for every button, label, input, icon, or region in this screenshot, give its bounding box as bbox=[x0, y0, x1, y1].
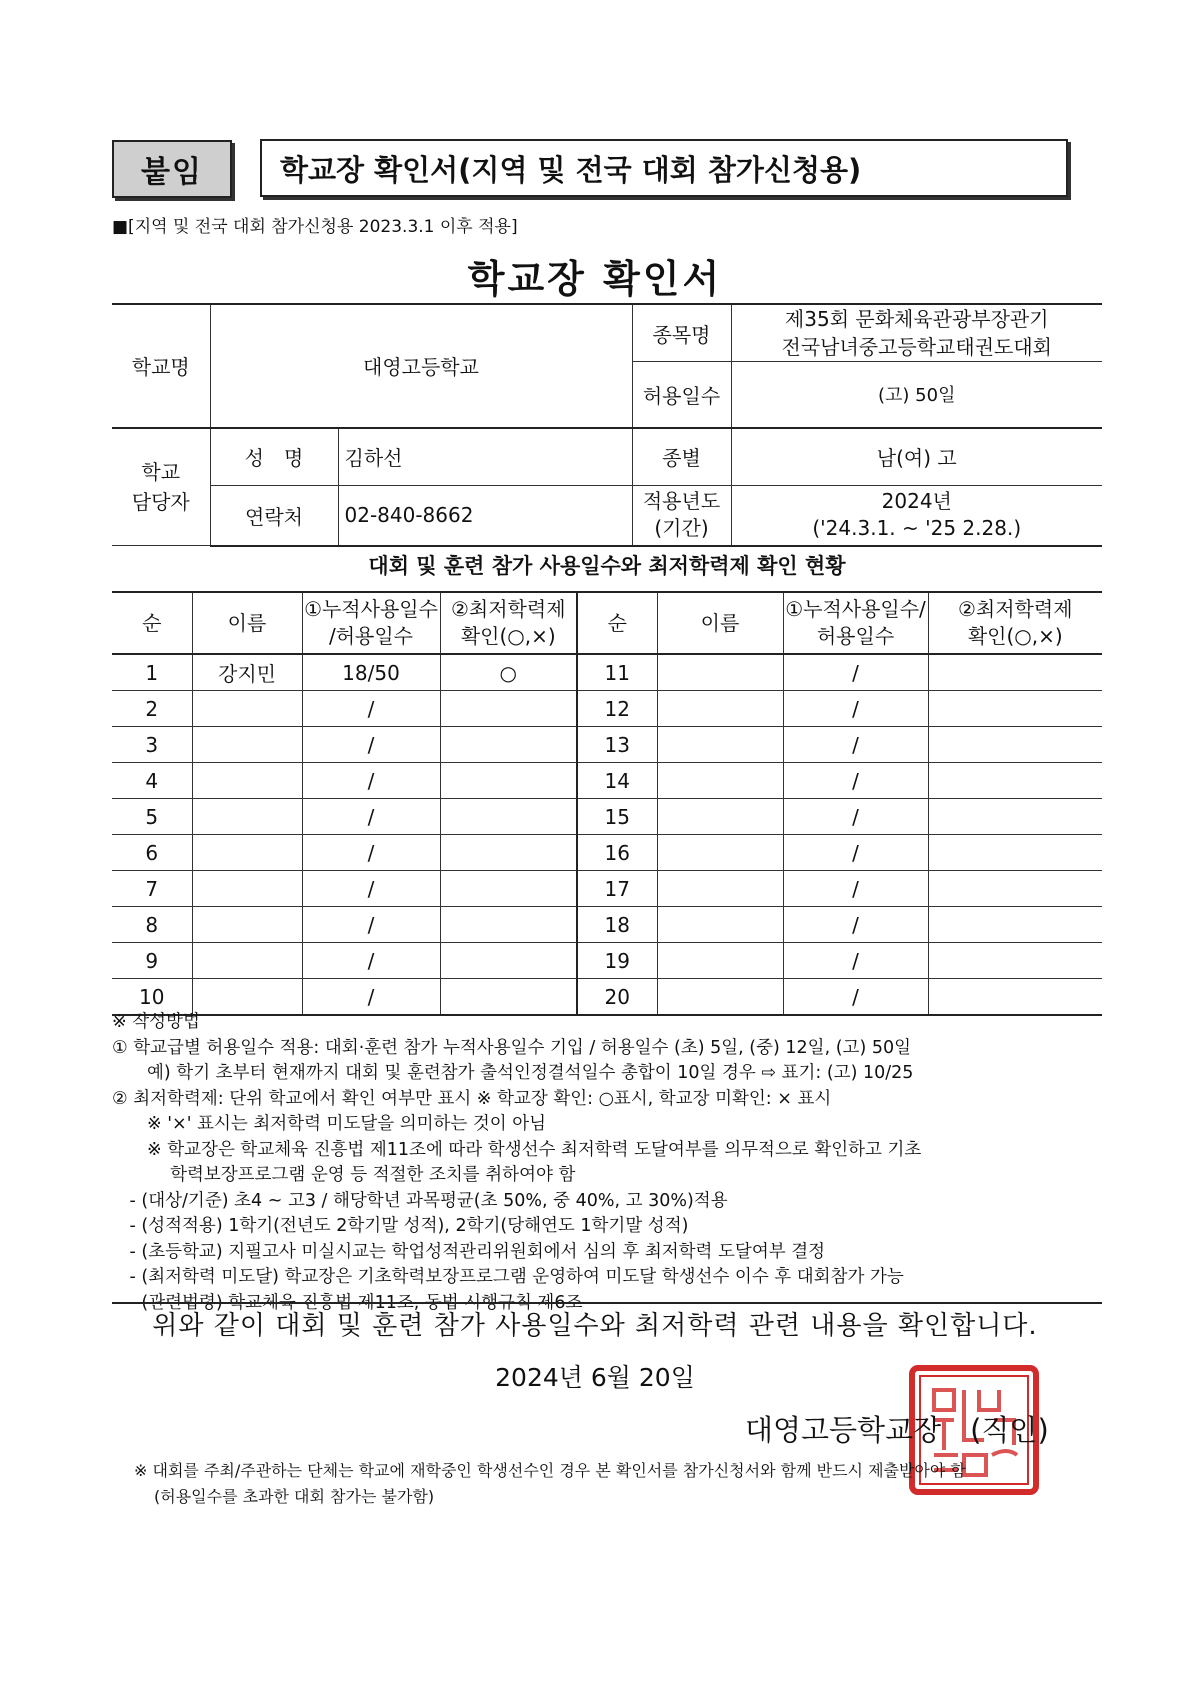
header-check-right-line-1: ②최저학력제 bbox=[957, 597, 1073, 621]
table-row bbox=[112, 727, 1102, 763]
document-title: 학교장 확인서 bbox=[467, 257, 723, 301]
table-row bbox=[112, 799, 1102, 835]
row-days-right: / bbox=[783, 654, 928, 691]
header-check bbox=[440, 592, 577, 654]
principal-signature: 대영고등학교장 (직인) bbox=[745, 1413, 1049, 1447]
row-days: / bbox=[302, 691, 440, 727]
note-line: - (초등학교) 지필고사 미실시교는 학업성적관리위원회에서 심의 후 최저학력 도달여부 결정 bbox=[112, 1241, 826, 1262]
table-row bbox=[112, 654, 1102, 691]
note-line: - (관련법령) 학교체육 진흥법 제11조, 동법 시행규칙 제6조 bbox=[112, 1292, 583, 1313]
header-check-right bbox=[928, 592, 1102, 654]
row-check-right bbox=[928, 727, 1102, 763]
confirmation-text: 위와 같이 대회 및 훈련 참가 사용일수와 최저학력 관련 내용을 확인합니다. bbox=[152, 1311, 1038, 1341]
row-days: / bbox=[302, 799, 440, 835]
row-no-right: 15 bbox=[577, 799, 657, 835]
row-check bbox=[440, 907, 577, 943]
row-name-right bbox=[657, 727, 783, 763]
row-days-right: / bbox=[783, 691, 928, 727]
year-value-line-1: 2024년 bbox=[881, 489, 952, 514]
manager-label-line-2: 담당자 bbox=[131, 489, 190, 514]
row-no-right: 20 bbox=[577, 979, 657, 1016]
row-no: 8 bbox=[112, 907, 192, 943]
year-label bbox=[632, 486, 731, 546]
row-name bbox=[192, 943, 302, 979]
table-row bbox=[112, 943, 1102, 979]
row-check bbox=[440, 871, 577, 907]
row-no: 7 bbox=[112, 871, 192, 907]
name-label: 성 명 bbox=[210, 428, 338, 486]
row-check bbox=[440, 943, 577, 979]
row-check-right bbox=[928, 763, 1102, 799]
notes-divider bbox=[112, 1302, 1102, 1304]
row-check bbox=[440, 727, 577, 763]
row-check: ○ bbox=[440, 654, 577, 691]
header-check-right-line-2: 확인(○,×) bbox=[967, 624, 1063, 648]
note-line: 학력보장프로그램 운영 등 적절한 조치를 취하여야 함 bbox=[112, 1165, 576, 1185]
note-line: ① 학교급별 허용일수 적용: 대회·훈련 참가 누적사용일수 기입 / 허용일수 (초) 5일, (중) 12일, (고) 50일 bbox=[112, 1037, 912, 1058]
note-line: ※ 학교장은 학교체육 진흥법 제11조에 따라 학생선수 최저학력 도달여부를 의무적으로 확인하고 기초 bbox=[112, 1139, 922, 1160]
row-no: 10 bbox=[112, 979, 192, 1016]
row-no-right: 12 bbox=[577, 691, 657, 727]
row-days-right: / bbox=[783, 835, 928, 871]
row-no-right: 16 bbox=[577, 835, 657, 871]
allowed-days-label: 허용일수 bbox=[632, 362, 731, 428]
header-no-right: 순 bbox=[577, 592, 657, 654]
row-check-right bbox=[928, 654, 1102, 691]
row-name-right bbox=[657, 835, 783, 871]
row-check-right bbox=[928, 799, 1102, 835]
row-name-right bbox=[657, 907, 783, 943]
gender-value: 남(여) 고 bbox=[731, 428, 1102, 486]
period-value: ('24.3.1. ~ '25 2.28.) bbox=[812, 516, 1022, 541]
row-days: / bbox=[302, 943, 440, 979]
manager-label-line-1: 학교 bbox=[141, 459, 181, 484]
row-name-right bbox=[657, 871, 783, 907]
row-name bbox=[192, 907, 302, 943]
row-no-right: 14 bbox=[577, 763, 657, 799]
header-days-right bbox=[783, 592, 928, 654]
row-name bbox=[192, 727, 302, 763]
header-days-line-1: ①누적사용일수 bbox=[304, 597, 438, 621]
row-no-right: 11 bbox=[577, 654, 657, 691]
row-check-right bbox=[928, 907, 1102, 943]
applies-note: ■[지역 및 전국 대회 참가신청용 2023.3.1 이후 적용] bbox=[112, 217, 518, 237]
row-check bbox=[440, 763, 577, 799]
note-line: - (최저학력 미도달) 학교장은 기초학력보장프로그램 운영하여 미도달 학생선수 이수 후 대회참가 가능 bbox=[112, 1267, 904, 1287]
row-no-right: 19 bbox=[577, 943, 657, 979]
gender-label: 종별 bbox=[632, 428, 731, 486]
row-check-right bbox=[928, 871, 1102, 907]
row-days: / bbox=[302, 763, 440, 799]
row-days-right: / bbox=[783, 799, 928, 835]
allowed-days-value: (고) 50일 bbox=[731, 362, 1102, 428]
note-line: ※ 작성방법 bbox=[112, 1012, 200, 1032]
row-days-right: / bbox=[783, 763, 928, 799]
year-value bbox=[731, 486, 1102, 546]
contact-label: 연락처 bbox=[210, 486, 338, 546]
info-table bbox=[112, 303, 1102, 547]
row-days-right: / bbox=[783, 871, 928, 907]
contact-value: 02-840-8662 bbox=[338, 486, 632, 546]
event-name-line-2: 전국남녀중고등학교태권도대회 bbox=[781, 335, 1052, 359]
row-days-right: / bbox=[783, 979, 928, 1016]
header-name: 이름 bbox=[192, 592, 302, 654]
school-label: 학교명 bbox=[112, 304, 210, 428]
row-days-right: / bbox=[783, 727, 928, 763]
header-days-line-2: /허용일수 bbox=[328, 624, 414, 648]
row-days: / bbox=[302, 727, 440, 763]
note-line: - (대상/기준) 초4 ~ 고3 / 해당학년 과목평균(초 50%, 중 40%, 고 30%)적용 bbox=[112, 1190, 728, 1211]
event-label: 종목명 bbox=[632, 304, 731, 362]
footer-notes bbox=[134, 1458, 966, 1510]
row-name bbox=[192, 799, 302, 835]
row-name bbox=[192, 871, 302, 907]
note-line: 예) 학기 초부터 현재까지 대회 및 훈련참가 출석인정결석일수 총합이 10일 경우 ⇨ 표기: (고) 10/25 bbox=[112, 1063, 914, 1083]
row-days: / bbox=[302, 979, 440, 1016]
row-no: 1 bbox=[112, 654, 192, 691]
row-days: / bbox=[302, 835, 440, 871]
footer-line-1: ※ 대회를 주최/주관하는 단체는 학교에 재학중인 학생선수인 경우 본 확인서를 참가신청서와 함께 반드시 제출받아야 함 bbox=[134, 1461, 966, 1480]
table-row bbox=[112, 835, 1102, 871]
writing-notes bbox=[112, 1010, 1112, 1316]
table-row bbox=[112, 871, 1102, 907]
date-text: 2024년 6월 20일 bbox=[495, 1363, 695, 1392]
header-title: 학교장 확인서(지역 및 전국 대회 참가신청용) bbox=[260, 139, 1068, 197]
row-days: 18/50 bbox=[302, 654, 440, 691]
row-no: 5 bbox=[112, 799, 192, 835]
header-check-line-2: 확인(○,×) bbox=[460, 624, 556, 648]
note-line: ※ '×' 표시는 최저학력 미도달을 의미하는 것이 아님 bbox=[112, 1114, 547, 1134]
row-no-right: 13 bbox=[577, 727, 657, 763]
row-name-right bbox=[657, 943, 783, 979]
row-days: / bbox=[302, 871, 440, 907]
row-name-right bbox=[657, 654, 783, 691]
row-days-right: / bbox=[783, 907, 928, 943]
row-name bbox=[192, 763, 302, 799]
attachment-tag: 붙임 bbox=[112, 140, 232, 198]
name-value: 김하선 bbox=[338, 428, 632, 486]
row-no-right: 18 bbox=[577, 907, 657, 943]
row-check-right bbox=[928, 691, 1102, 727]
status-table bbox=[112, 591, 1102, 1016]
footer-line-2: (허용일수를 초과한 대회 참가는 불가함) bbox=[154, 1487, 435, 1506]
row-days: / bbox=[302, 907, 440, 943]
header-days-right-line-1: ①누적사용일수/ bbox=[785, 597, 926, 621]
row-no-right: 17 bbox=[577, 871, 657, 907]
row-no: 6 bbox=[112, 835, 192, 871]
header-name-right: 이름 bbox=[657, 592, 783, 654]
year-label-line-2: (기간) bbox=[654, 516, 709, 541]
table-row bbox=[112, 763, 1102, 799]
note-line: - (성적적용) 1학기(전년도 2학기말 성적), 2학기(당해연도 1학기말 성적) bbox=[112, 1216, 689, 1236]
row-no: 9 bbox=[112, 943, 192, 979]
year-label-line-1: 적용년도 bbox=[642, 489, 721, 514]
row-no: 4 bbox=[112, 763, 192, 799]
row-name-right bbox=[657, 691, 783, 727]
row-check bbox=[440, 835, 577, 871]
table-row bbox=[112, 907, 1102, 943]
row-no: 2 bbox=[112, 691, 192, 727]
event-name-line-1: 제35회 문화체육관광부장관기 bbox=[784, 307, 1049, 331]
note-line: ② 최저학력제: 단위 학교에서 확인 여부만 표시 ※ 학교장 확인: ○표시, 학교장 미확인: × 표시 bbox=[112, 1088, 832, 1109]
header-days-right-line-2: 허용일수 bbox=[816, 624, 895, 648]
row-check-right bbox=[928, 943, 1102, 979]
header-no: 순 bbox=[112, 592, 192, 654]
row-name bbox=[192, 691, 302, 727]
row-name bbox=[192, 835, 302, 871]
row-name-right bbox=[657, 763, 783, 799]
row-name: 강지민 bbox=[192, 654, 302, 691]
table-row bbox=[112, 691, 1102, 727]
header-check-line-1: ②최저학력제 bbox=[450, 597, 566, 621]
row-check bbox=[440, 691, 577, 727]
row-check-right bbox=[928, 835, 1102, 871]
manager-label bbox=[112, 428, 210, 546]
school-name: 대영고등학교 bbox=[210, 304, 632, 428]
row-no: 3 bbox=[112, 727, 192, 763]
row-name-right bbox=[657, 799, 783, 835]
status-title: 대회 및 훈련 참가 사용일수와 최저학력제 확인 현황 bbox=[368, 554, 846, 578]
header-days bbox=[302, 592, 440, 654]
row-days-right: / bbox=[783, 943, 928, 979]
event-name bbox=[731, 304, 1102, 362]
row-check bbox=[440, 799, 577, 835]
